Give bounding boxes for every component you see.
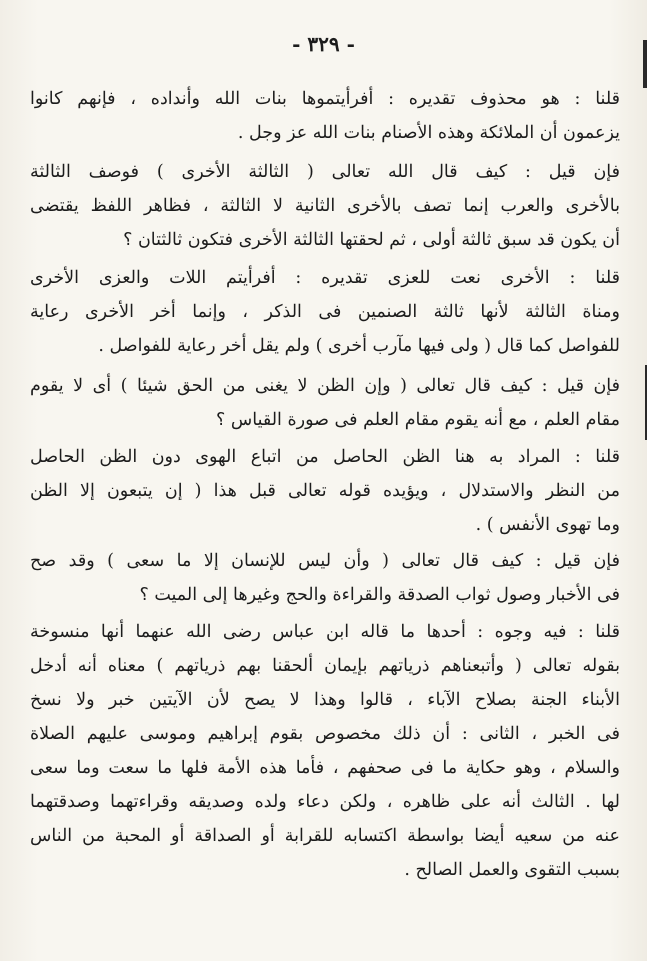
- text-line: فى الأخبار وصول ثواب الصدقة والقراءة والحج وغيرها إلى الميت ؟: [139, 585, 620, 605]
- text-line: قلنا : هو محذوف تقديره : أفرأيتموها بنات الله وأنداده ، فإنهم كانوا: [30, 89, 620, 109]
- text-line: يزعمون أن الملائكة وهذه الأصنام بنات الله عز وجل .: [237, 123, 620, 143]
- text-line: وما تهوى الأنفس ) .: [475, 515, 620, 535]
- text-line: بالأخرى والعرب إنما تصف بالأخرى الثانية لا الثالثة ، فظاهر اللفظ يقتضى: [30, 196, 620, 216]
- paragraph-4: [30, 369, 620, 437]
- text-line: قلنا : الأخرى نعت للعزى تقديره : أفرأيتم اللات والعزى الأخرى: [30, 268, 620, 288]
- paragraph-3: [30, 261, 620, 363]
- text-line: الأبناء الجنة بصلاح الآباء ، قالوا وهذا لا يصح لأن الآيتين خبر ولا نسخ: [30, 690, 620, 710]
- text-line: فإن قيل : كيف قال تعالى ( وأن ليس للإنسان إلا ما سعى ) وقد صح: [30, 551, 620, 571]
- text-line: مقام العلم ، مع أنه يقوم مقام العلم فى صورة القياس ؟: [216, 410, 620, 430]
- text-line: للفواصل كما قال ( ولى فيها مآرب أخرى ) ولم يقل أخر رعاية للفواصل .: [98, 336, 620, 356]
- text-line: فإن قيل : كيف قال الله تعالى ( الثالثة الأخرى ) فوصف الثالثة: [30, 162, 620, 182]
- paragraph-6: [30, 544, 620, 612]
- text-line: لها . الثالث أنه على ظاهره ، ولكن دعاء ولده وصديقه وقراءتهما وصدقتهما: [30, 792, 620, 812]
- paragraph-7: [30, 615, 620, 887]
- text-line: أن يكون قد سبق ثالثة أولى ، ثم لحقتها الثالثة الأخرى فتكون ثالثتان ؟: [123, 230, 620, 250]
- text-line: فإن قيل : كيف قال تعالى ( وإن الظن لا يغنى من الحق شيئا ) أى لا يقوم: [30, 376, 620, 396]
- paragraph-1: [30, 82, 620, 150]
- text-line: بقوله تعالى ( وأتبعناهم ذرياتهم بإيمان ألحقنا بهم ذرياتهم ) معناه أنه أدخل: [30, 656, 620, 676]
- page-number: - ٣٢٩ -: [292, 32, 355, 56]
- text-line: ومناة الثالثة لأنها ثالثة الصنمين فى الذكر ، وإنما أخر الأخرى رعاية: [30, 302, 620, 322]
- paragraph-2: [30, 155, 620, 257]
- text-line: قلنا : فيه وجوه : أحدها ما قاله ابن عباس رضى الله عنهما أنها منسوخة: [30, 622, 620, 642]
- text-line: عنه من سعيه أيضا بواسطة اكتسابه للقرابة أو الصداقة أو المحبة من الناس: [30, 826, 620, 846]
- text-line: من النظر والاستدلال ، ويؤيده قوله تعالى قبل هذا ( إن يتبعون إلا الظن: [30, 481, 620, 501]
- text-line: فى الخبر ، الثانى : أن ذلك مخصوص بقوم إبراهيم وموسى عليهم الصلاة: [30, 724, 620, 744]
- text-line: والسلام ، وهو حكاية ما فى صحفهم ، فأما هذه الأمة فلها ما سعت وما سعى: [30, 758, 620, 778]
- paragraph-5: [30, 440, 620, 542]
- text-line: بسبب التقوى والعمل الصالح .: [404, 860, 620, 880]
- text-line: قلنا : المراد به هنا الظن الحاصل من اتباع الهوى دون الظن الحاصل: [30, 447, 620, 467]
